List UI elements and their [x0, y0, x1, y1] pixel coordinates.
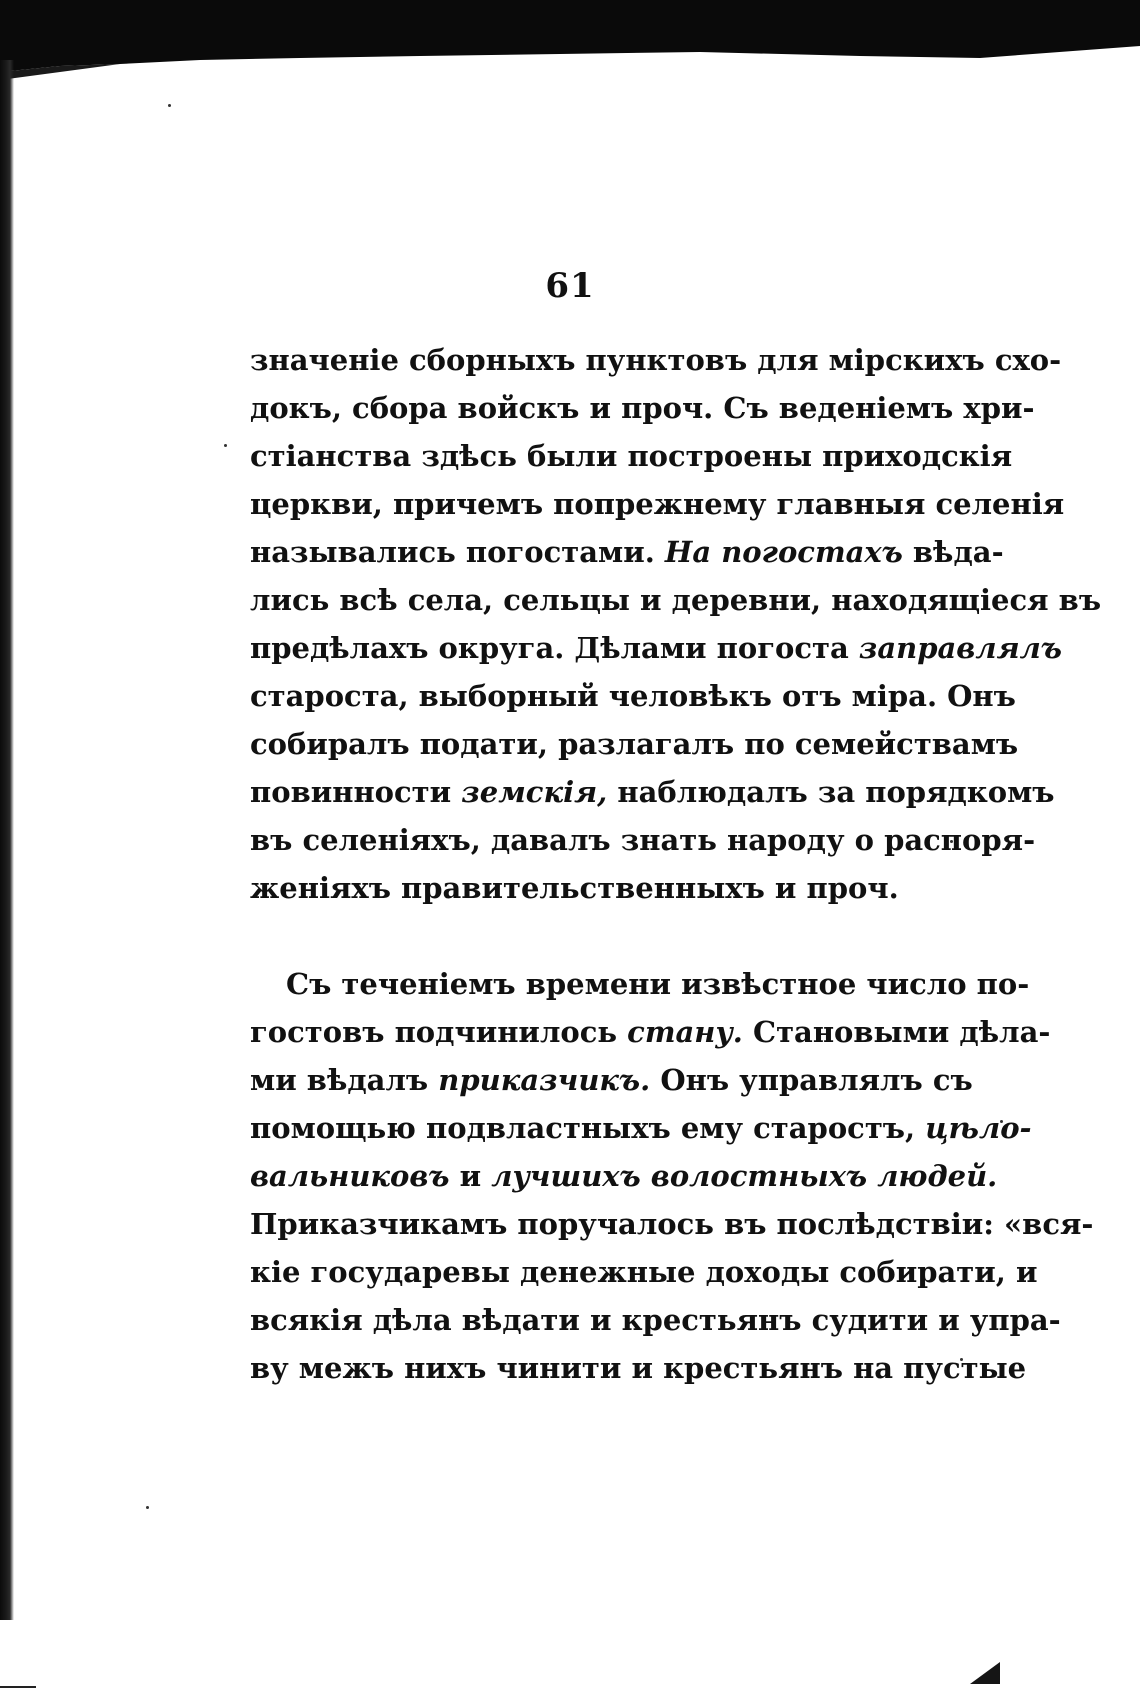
text-segment: кіе государевы денежные доходы собирати, и: [250, 1255, 1038, 1289]
text-line: [250, 768, 1055, 816]
text-segment: повинности: [250, 775, 462, 809]
text-line: [250, 480, 1065, 528]
text-line: [250, 1104, 1032, 1152]
text-segment: въ селеніяхъ, давалъ знать народу о распоря-: [250, 823, 1036, 857]
scan-smudge: [970, 1662, 1000, 1684]
text-segment: собиралъ подати, разлагалъ по семействамъ: [250, 727, 1019, 761]
text-segment: докъ, сбора войскъ и проч. Съ веденіемъ хри-: [250, 391, 1035, 425]
italic-term: На погостахъ: [664, 535, 903, 569]
text-line: [250, 336, 1062, 384]
text-line: [250, 1344, 1027, 1392]
text-segment: женіяхъ правительственныхъ и проч.: [250, 871, 899, 905]
text-line: [250, 816, 1036, 864]
text-line: [250, 1152, 998, 1200]
text-segment: староста, выборный человѣкъ отъ міра. Онъ: [250, 679, 1016, 713]
text-line: [250, 1296, 1061, 1344]
text-segment: всякія дѣла вѣдати и крестьянъ судити и упра-: [250, 1303, 1061, 1337]
text-line: [250, 1008, 1051, 1056]
italic-term: земскія,: [461, 775, 608, 809]
text-segment: гостовъ подчинилось: [250, 1015, 628, 1049]
text-segment: стіанства здѣсь были построены приходскія: [250, 439, 1013, 473]
page-number: 61: [545, 266, 595, 306]
text-segment: назывались погостами.: [250, 535, 665, 569]
scan-top-edge: [0, 0, 1140, 80]
text-segment: лись всѣ села, сельцы и деревни, находящіеся въ: [250, 583, 1102, 617]
text-segment: Съ теченіемъ времени извѣстное число по-: [286, 967, 1030, 1001]
text-line: [250, 1200, 1094, 1248]
text-segment: предѣлахъ округа. Дѣлами погоста: [250, 631, 859, 665]
text-line: [250, 384, 1035, 432]
text-segment: Онъ управлялъ съ: [650, 1063, 973, 1097]
scan-speck: [168, 104, 171, 107]
text-line: [250, 864, 908, 912]
text-segment: ми вѣдалъ: [250, 1063, 439, 1097]
text-line: [250, 1248, 1038, 1296]
paragraph: [250, 960, 1094, 1392]
text-segment: церкви, причемъ попрежнему главныя селенія: [250, 487, 1065, 521]
italic-term: приказчикъ.: [438, 1063, 651, 1097]
text-line: [250, 1056, 973, 1104]
text-line: [250, 720, 1019, 768]
text-line: [250, 672, 1016, 720]
italic-term: лучшихъ волостныхъ людей.: [491, 1159, 998, 1193]
text-segment: ву межъ нихъ чинити и крестьянъ на пустые: [250, 1351, 1027, 1385]
text-segment: Приказчикамъ поручалось въ послѣдствіи: «вся-: [250, 1207, 1094, 1241]
paragraph: [250, 336, 1102, 912]
italic-term: цѣло-: [925, 1111, 1032, 1145]
text-line: [250, 624, 1062, 672]
text-line: [250, 528, 1004, 576]
italic-term: стану.: [627, 1015, 743, 1049]
scan-bottom-mark: [0, 1686, 36, 1688]
scan-speck: [224, 444, 227, 447]
italic-term: вальниковъ: [250, 1159, 450, 1193]
text-line: [250, 432, 1013, 480]
text-segment: помощью подвластныхъ ему старостъ,: [250, 1111, 926, 1145]
text-segment: значеніе сборныхъ пунктовъ для мірскихъ схо-: [250, 343, 1062, 377]
scan-speck: [146, 1506, 149, 1509]
text-segment: вѣда-: [902, 535, 1004, 569]
text-line: [250, 960, 1030, 1008]
italic-term: заправлялъ: [858, 631, 1062, 665]
text-line: [250, 576, 1102, 624]
text-segment: и: [449, 1159, 492, 1193]
text-segment: Становыми дѣла-: [742, 1015, 1051, 1049]
text-segment: наблюдалъ за порядкомъ: [607, 775, 1055, 809]
